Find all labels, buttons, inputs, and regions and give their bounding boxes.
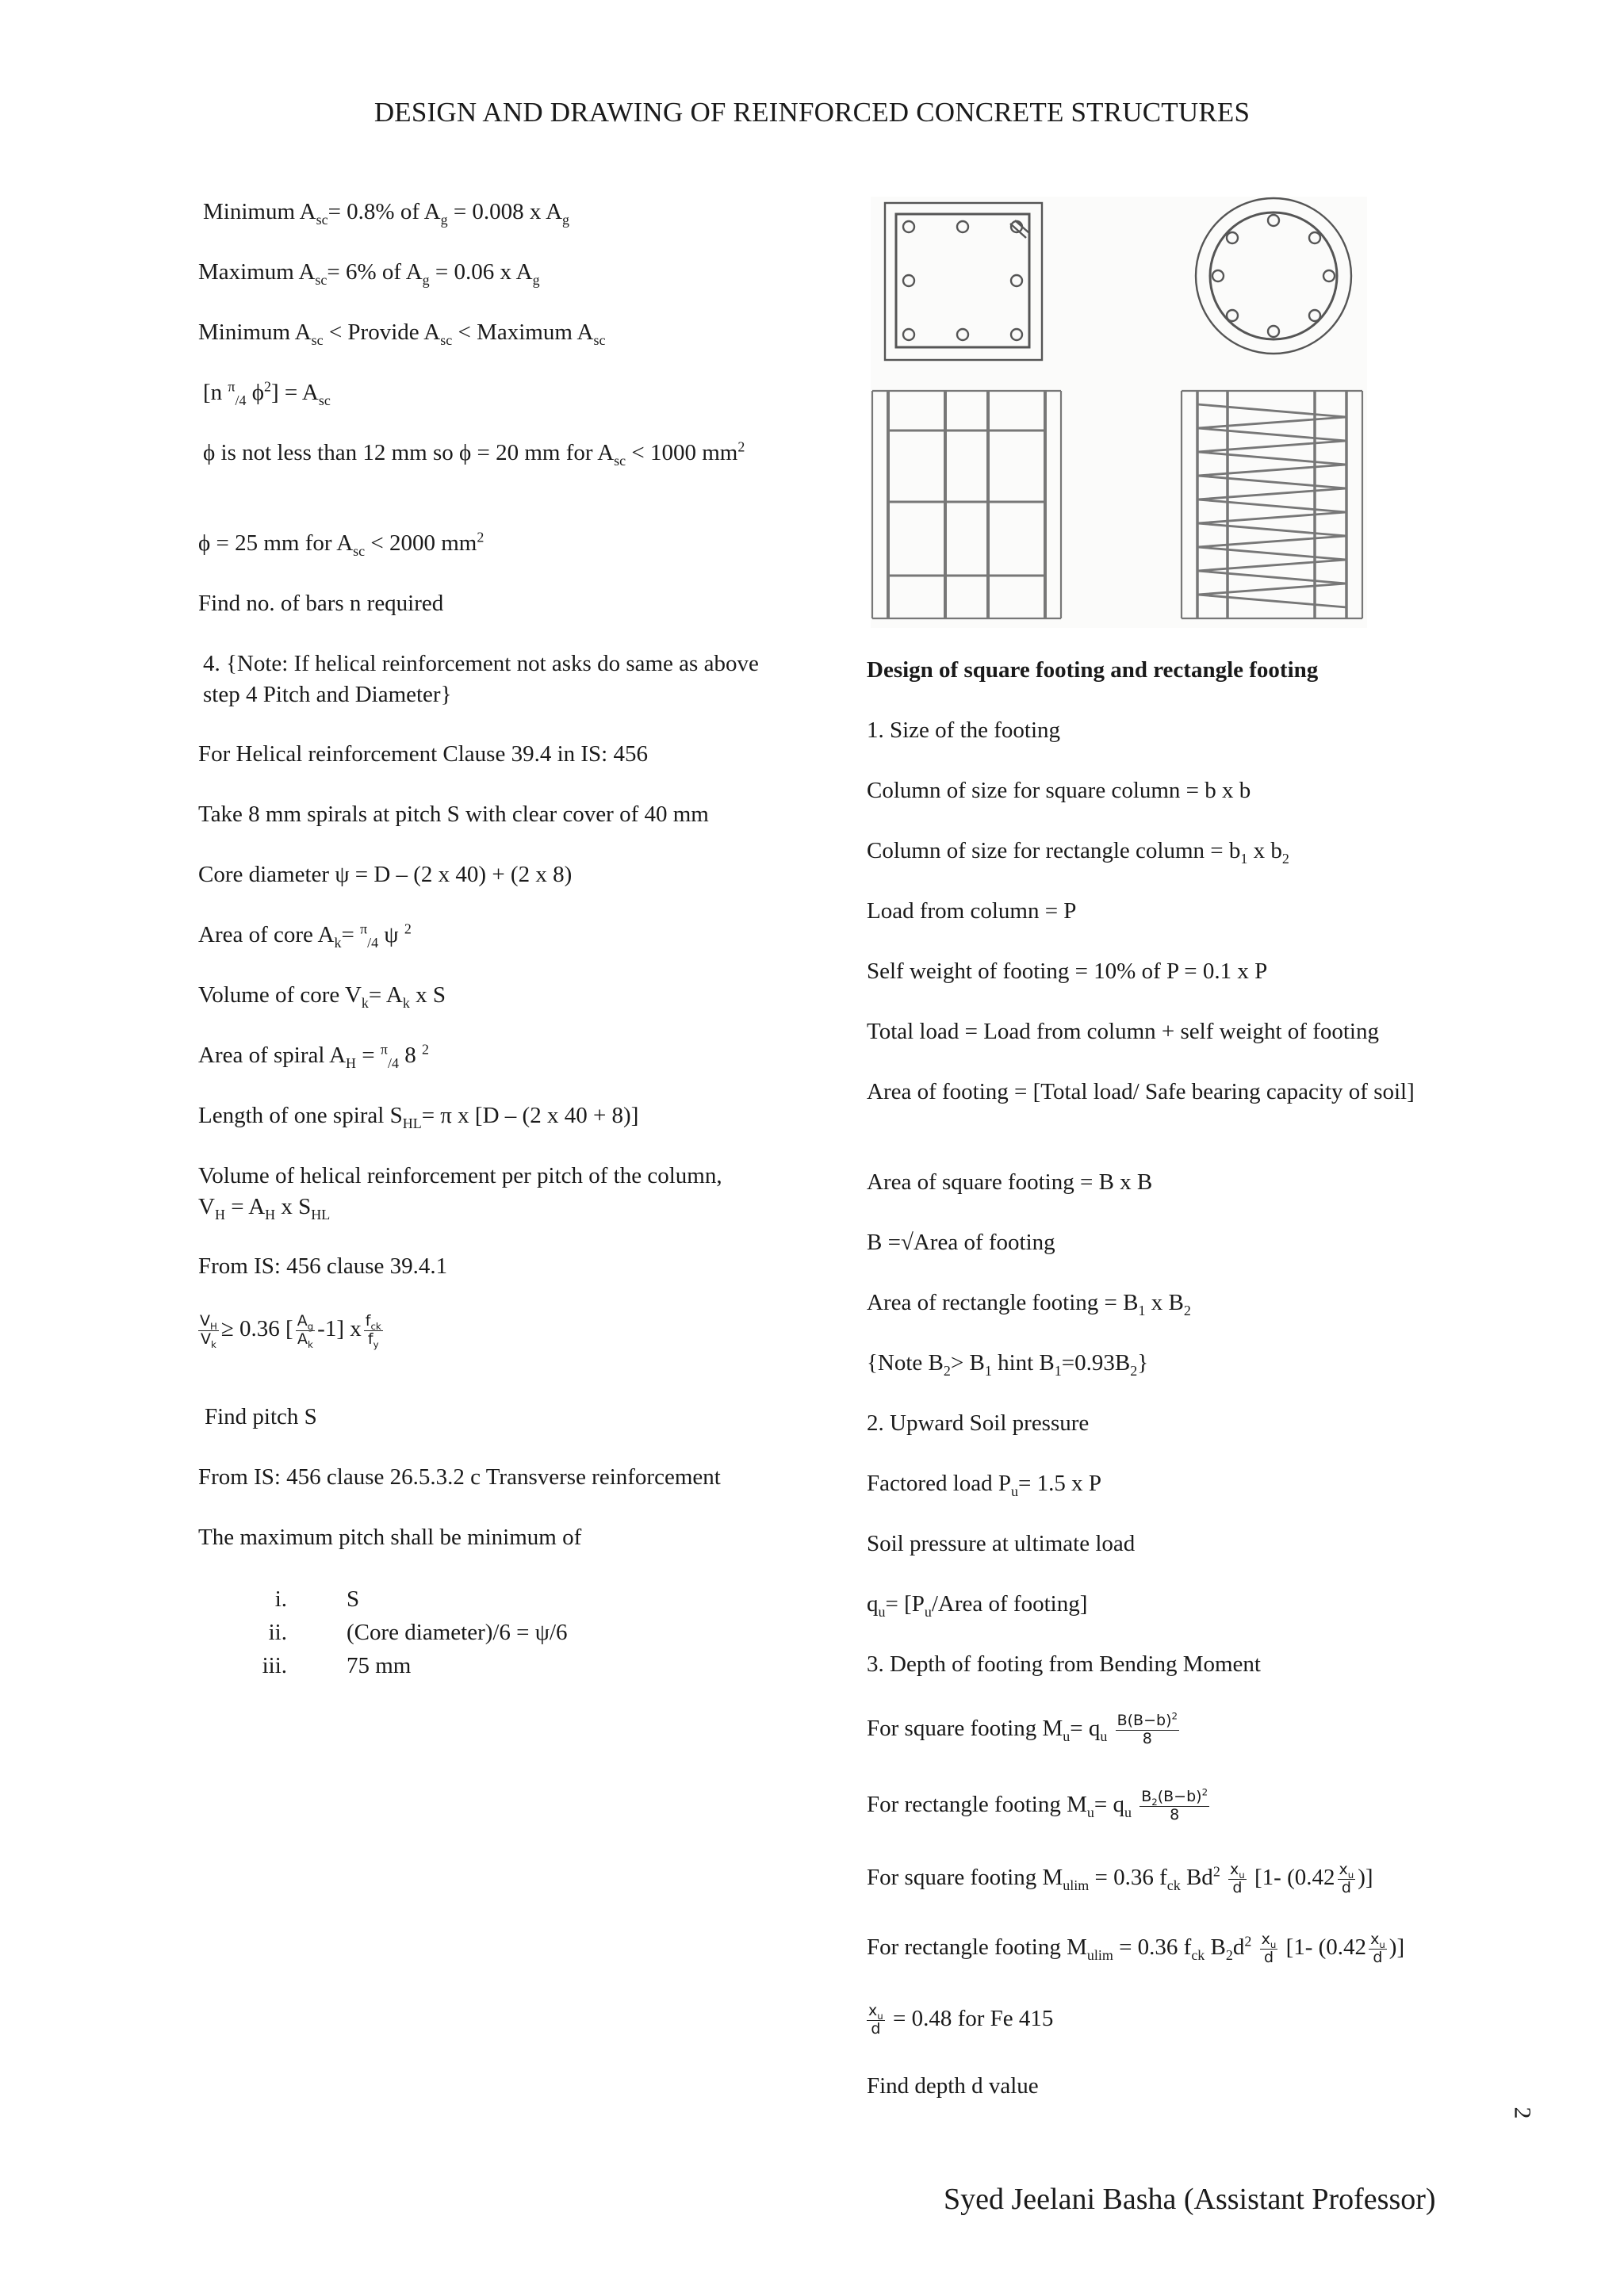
rect-footing-area-line: Area of rectangle footing = $B_1$ x $B_2$ bbox=[867, 1290, 1191, 1318]
list-item: i. S bbox=[274, 1586, 360, 1612]
tied-column-elevation bbox=[872, 391, 1061, 618]
helical-volume-line: Volume of helical reinforcement per pitch of the column, $V_H = A_H$ x $S_{HL}$ bbox=[198, 1163, 722, 1223]
fck-fy-fraction: $\frac{f_{ck}}{f_y}$ bbox=[365, 1312, 381, 1350]
square-column-section bbox=[885, 203, 1042, 360]
page-header: DESIGN AND DRAWING OF REINFORCED CONCRETE STRUCTURES bbox=[373, 97, 1251, 128]
column-load-line: Load from column = P bbox=[867, 898, 1077, 924]
vh-vk-fraction: $\frac{V_H}{V_k}$ bbox=[200, 1312, 217, 1350]
bending-fraction: $\frac{B_2(B-b)^2}{8}$ bbox=[1141, 1786, 1208, 1823]
clause-3941-line: From IS: 456 clause 39.4.1 bbox=[198, 1253, 448, 1279]
bar-diameter-rule-1: ϕ is not less than 12 mm so ϕ = 20 mm for $A_{sc} < 1000$ $mm^2$ bbox=[203, 438, 745, 469]
spiral-column-elevation bbox=[1182, 391, 1362, 618]
rect-column-size-line: Column of size for rectangle column = $b_1$ x $b_2$ bbox=[867, 838, 1289, 867]
footing-size-heading: 1. Size of the footing bbox=[867, 718, 1061, 743]
bar-diameter-rule-2: ϕ = 25 mm for $A_{sc} < 2000$ $mm^2$ bbox=[198, 529, 485, 559]
depth-heading: 3. Depth of footing from Bending Moment bbox=[867, 1651, 1261, 1677]
xu-d-ratio-line: $\frac{x_u}{d}$ = 0.48 for Fe 415 bbox=[868, 2002, 1054, 2038]
core-diameter-line: Core diameter ψ = D – (2 x 40) + (2 x 8) bbox=[198, 862, 573, 887]
asc-range-line: Minimum $A_{sc}$ < Provide $A_{sc}$ < Maximum $A_{sc}$ bbox=[198, 320, 606, 348]
min-asc-line: Minimum $A_{sc}= 0.8\%$ of $A_g = 0.008$ x $A_g$ bbox=[203, 199, 570, 228]
square-column-size-line: Column of size for square column = b x b bbox=[867, 778, 1251, 803]
xu-d-fraction: $\frac{x_u}{d}$ bbox=[1370, 1931, 1385, 1966]
list-item: iii. 75 mm bbox=[262, 1653, 412, 1678]
xu-d-fraction: $\frac{x_u}{d}$ bbox=[1261, 1931, 1277, 1966]
xu-d-fraction: $\frac{x_u}{d}$ bbox=[1230, 1861, 1245, 1896]
rect-mulim-formula: For rectangle footing $M_{ulim} = 0.36$ $f_{ck}$ $B_2d^2$ $\frac{x_u}{d}$ [1- (0.42 $\frac{x_u}{d}$ )] bbox=[867, 1931, 1405, 1966]
spiral-area-line: Area of spiral $A_H = ^\pi_{/4}$ 8 $^2$ bbox=[198, 1041, 429, 1071]
ultimate-pressure-line: Soil pressure at ultimate load bbox=[867, 1531, 1136, 1556]
qu-formula: $q_u=$ [$P_u$/Area of footing] bbox=[867, 1591, 1088, 1620]
helical-note: 4. {Note: If helical reinforcement not asks do same as above step 4 Pitch and Diameter} bbox=[203, 651, 759, 708]
find-depth-line: Find depth d value bbox=[867, 2073, 1039, 2099]
soil-pressure-heading: 2. Upward Soil pressure bbox=[867, 1410, 1090, 1436]
footing-area-line: Area of footing = [Total load/ Safe bearing capacity of soil] bbox=[867, 1079, 1415, 1104]
find-pitch-line: Find pitch S bbox=[205, 1404, 317, 1429]
page-number: 2 bbox=[1509, 2107, 1536, 2119]
circular-column-section bbox=[1196, 198, 1351, 354]
square-mu-formula: For square footing $M_u= q_u$ $\frac{B(B-b)^2}{8}$ bbox=[867, 1710, 1178, 1747]
xu-d-fraction: $\frac{x_u}{d}$ bbox=[868, 2002, 883, 2038]
total-load-line: Total load = Load from column + self weight of footing bbox=[867, 1019, 1379, 1044]
helical-clause-line: For Helical reinforcement Clause 39.4 in IS: 456 bbox=[198, 741, 648, 767]
bending-fraction: $\frac{B(B-b)^2}{8}$ bbox=[1116, 1710, 1178, 1747]
core-area-line: Area of core $A_k= ^\pi_{/4}$ ψ $^2$ bbox=[198, 920, 412, 951]
find-bars-line: Find no. of bars n required bbox=[198, 591, 444, 616]
b-sqrt-line: B =√Area of footing bbox=[867, 1230, 1055, 1255]
core-volume-line: Volume of core $V_k= A_k$ x S bbox=[198, 982, 446, 1011]
pitch-condition-formula: $\frac{V_H}{V_k}$ ≥ 0.36 [ $\frac{A_g}{A_k}$ -1] x $\frac{f_{ck}}{f_y}$ bbox=[200, 1312, 381, 1350]
transverse-clause-line: From IS: 456 clause 26.5.3.2 c Transverse reinforcement bbox=[198, 1464, 721, 1490]
spiral-line: Take 8 mm spirals at pitch S with clear cover of 40 mm bbox=[198, 802, 709, 827]
xu-d-fraction: $\frac{x_u}{d}$ bbox=[1339, 1861, 1354, 1896]
ag-ak-fraction: $\frac{A_g}{A_k}$ bbox=[297, 1312, 314, 1350]
factored-load-line: Factored load $P_u= 1.5$ x P bbox=[867, 1471, 1101, 1499]
list-item: ii. (Core diameter)/6 = ψ/6 bbox=[268, 1620, 568, 1645]
b-ratio-note: {Note $B_2> B_1$ hint $B_1=0.93B_2$} bbox=[867, 1350, 1149, 1379]
max-pitch-line: The maximum pitch shall be minimum of bbox=[198, 1525, 582, 1550]
page-footer: Syed Jeelani Basha (Assistant Professor) bbox=[944, 2183, 1436, 2216]
footing-section-title: Design of square footing and rectangle footing bbox=[867, 657, 1319, 683]
square-footing-area-line: Area of square footing = B x B bbox=[867, 1169, 1153, 1195]
rect-mu-formula: For rectangle footing $M_u= q_u$ $\frac{B_2(B-b)^2}{8}$ bbox=[867, 1786, 1208, 1823]
bar-area-formula: [n $^\pi_{/4}$ $\phi^2] = A_{sc}$ bbox=[203, 378, 331, 408]
self-weight-line: Self weight of footing = 10% of P = 0.1 x P bbox=[867, 959, 1268, 984]
max-asc-line: Maximum $A_{sc}= 6\%$ of $A_g = 0.06$ x $A_g$ bbox=[198, 259, 540, 288]
spiral-length-line: Length of one spiral $S_{HL}= \pi$ x [D – (2 x 40 + 8)] bbox=[198, 1103, 639, 1131]
column-sections-drawing bbox=[871, 197, 1367, 628]
column-reinforcement-figure bbox=[871, 197, 1367, 628]
square-mulim-formula: For square footing $M_{ulim} = 0.36$ $f_{ck}$ Bd$^2$ $\frac{x_u}{d}$ [1- (0.42 $\frac{x_u}{d}$ )] bbox=[867, 1861, 1373, 1896]
